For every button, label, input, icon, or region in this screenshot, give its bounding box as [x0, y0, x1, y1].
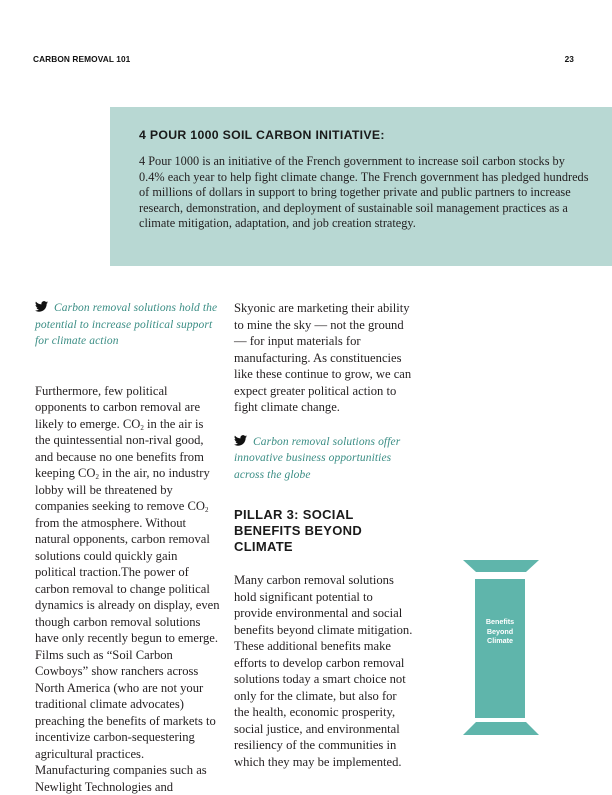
- pillar-capital: [463, 560, 539, 572]
- twitter-bird-icon: [234, 435, 247, 446]
- tweetable-quote[interactable]: [234, 434, 414, 484]
- twitter-bird-icon: [35, 301, 48, 312]
- pillar-shaft: [475, 579, 525, 718]
- column-left: [35, 300, 220, 795]
- callout-box: [110, 107, 612, 266]
- callout-body: 4 Pour 1000 is an initiative of the French government to increase soil carbon stocks by 0.4% each year to help fight climate change. The French government has pledged hundreds of millions of dollars in support to bring together private and public partners to increase research, demonstration, and deployment of sustainable soil management practices as a climate mitigation, adaptation, and job creation strategy.: [139, 154, 589, 232]
- section-body: Many carbon removal solutions hold significant potential to provide environmental and social benefits beyond climate mitigation. These additional benefits make efforts to develop carbon removal solutions today a smart choice not only for the climate, but also for the health, economic prosperity, social justice, and environmental resiliency of the communities in which they may be implemented.: [234, 572, 414, 770]
- pillar-graphic: [463, 560, 539, 736]
- callout-title: 4 POUR 1000 SOIL CARBON INITIATIVE:: [139, 128, 385, 142]
- page-number: 23: [565, 54, 574, 64]
- pillar-base: [463, 722, 539, 735]
- tweetable-quote[interactable]: [35, 300, 220, 350]
- column-right: [234, 300, 414, 770]
- tweet-text: Carbon removal solutions offer innovative business opportunities across the globe: [234, 436, 400, 481]
- section-heading: PILLAR 3: SOCIAL BENEFITS BEYOND CLIMATE: [234, 507, 414, 555]
- body-paragraph-continued: Skyonic are marketing their ability to mine the sky — not the ground — for input materials for manufacturing. As constituencies like these continue to grow, we can expect greater political action to fight climate change.: [234, 300, 414, 416]
- body-paragraph: Furthermore, few political opponents to carbon removal are likely to emerge. $CO_2$ in the air is the quintessential non-rival good, and because no one benefits from keeping $CO_2$ in the air, no industry lobby will be threatened by companies seeking to remove $CO_2$ from the atmosphere. Without natural opponents, carbon removal solutions could quickly gain political traction.The power of carbon removal to change political dynamics is already on display, even though carbon removal solutions have only recently begun to emerge. Films such as “Soil Carbon Cowboys” show ranchers across North America (who are not your traditional climate advocates) preaching the benefits of markets to incentivize carbon-sequestering agricultural practices. Manufacturing companies such as Newlight Technologies and: [35, 383, 220, 795]
- running-header-title: CARBON REMOVAL 101: [33, 54, 130, 64]
- tweet-text: Carbon removal solutions hold the potential to increase political support for climate action: [35, 302, 217, 347]
- pillar-label: Benefits Beyond Climate: [475, 617, 525, 646]
